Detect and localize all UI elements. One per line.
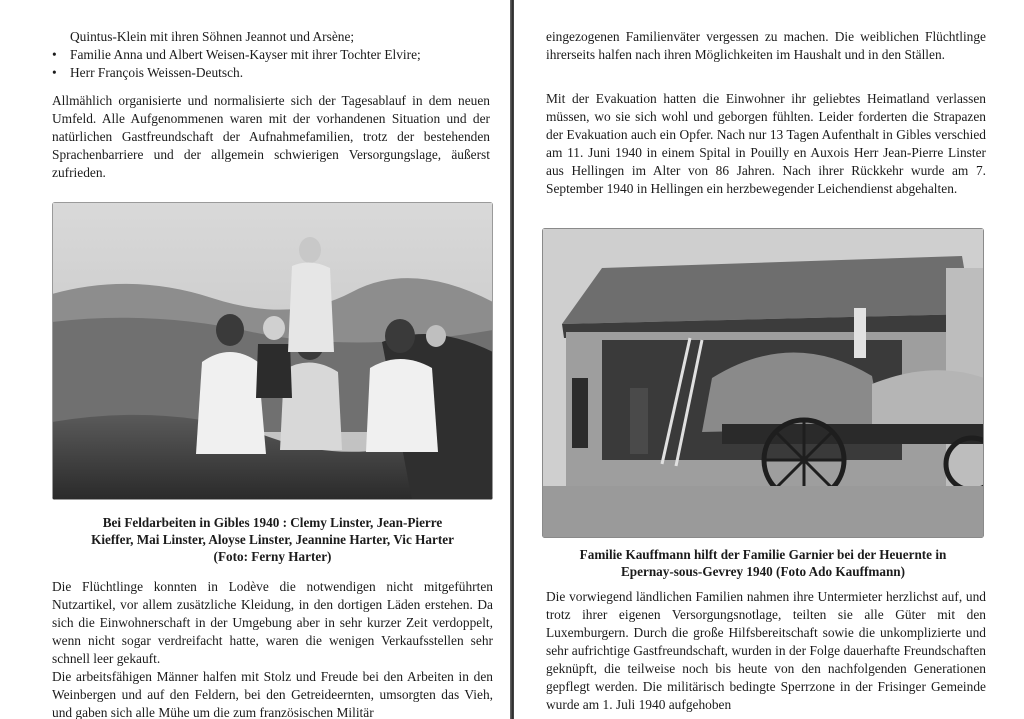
- field-work-photo-image: [52, 202, 493, 500]
- bullet-icon: •: [52, 65, 57, 80]
- paragraph-men-work: Die arbeitsfähigen Männer halfen mit Stolz und Freude bei den Arbeiten in den Weinbergen und auf den Feldern, bei den Getreideernten, umsorgten das Vieh, und gaben sich alle Mühe um die zum französischen Militär: [52, 669, 493, 719]
- bullet-icon: •: [52, 47, 57, 62]
- hay-harvest-photo: [542, 228, 984, 538]
- hay-harvest-photo-image: [542, 228, 984, 538]
- field-work-photo: [52, 202, 493, 500]
- family-list: [52, 28, 490, 82]
- left-page: [0, 0, 510, 719]
- paragraph-hospitality: Die vorwiegend ländlichen Familien nahmen ihre Untermieter herzlichst auf, und trotz ihrer eigenen Versorgungsnotlage, teilten sie alle Güter mit den Luxemburgern. Durch die große Hilfsbereitschaft sowie die unkomplizierte und sehr aufrichtige Gastfreundschaft, wurden in der Folge dauerhafte Freundschaften geknüpft, die teilweise noch bis heute von den nachfolgenden Generationen gepflegt werden. Die militärisch bedingte Sperrzone in der Frisinger Gemeinde wurde am 1. Juli 1940 aufgehoben: [546, 589, 986, 712]
- list-item: • Herr François Weissen-Deutsch.: [52, 65, 244, 80]
- right-page: [514, 0, 1024, 719]
- paragraph-families: eingezogenen Familienväter vergessen zu machen. Die weiblichen Flüchtlinge ihrerseits halfen nach ihren Möglichkeiten im Haushalt und in den Ställen.: [546, 29, 986, 62]
- list-item: • Familie Anna und Albert Weisen-Kayser mit ihrer Tochter Elvire;: [52, 47, 421, 62]
- list-continuation: Quintus-Klein mit ihren Söhnen Jeannot und Arsène;: [70, 29, 355, 44]
- paragraph-shopping: Die Flüchtlinge konnten in Lodève die notwendigen nicht mitgeführten Nutzartikel, vor allem zusätzliche Kleidung, in den dortigen Läden erstehen. Da sich die Einwohnerschaft in der Umgebung aber in sehr kurzer Zeit verdoppelt, wenn nicht sogar verdreifacht hatte, waren die wenigen Verkaufsstellen sehr schnell leer gekauft.: [52, 579, 493, 666]
- field-work-caption: Bei Feldarbeiten in Gibles 1940 : Clemy Linster, Jean-Pierre Kieffer, Mai Linster, Aloyse Linster, Jeannine Harter, Vic Harter (Foto: Ferny Harter): [91, 515, 454, 564]
- paragraph-evacuation: Mit der Evakuation hatten die Einwohner ihr geliebtes Heimatland verlassen müssen, wo sie sich wohl und geborgen fühlten. Leider forderten die Strapazen der Evakuation auch ein Opfer. Nach nur 13 Tagen Aufenthalt in Gibles verschied am 11. Juni 1940 in einem Spital in Pouilly en Auxois Herr Jean-Pierre Linster aus Hellingen im Alter von 86 Jahren. Nach ihrer Rückkehr wurde am 7. September 1940 in Hellingen ein herzbewegender Leichendienst abgehalten.: [546, 91, 986, 196]
- hay-harvest-caption: Familie Kauffmann hilft der Familie Garnier bei der Heuernte in Epernay-sous-Gevrey 1940 (Foto Ado Kauffmann): [579, 547, 947, 579]
- paragraph-daily-routine: Allmählich organisierte und normalisierte sich der Tagesablauf in dem neuen Umfeld. Alle Aufgenommenen waren mit der vorhandenen Situation und der natürlichen Gastfreundschaft der Aufnahmefamilien, trotz der bestehenden Sprachenbarriere und der allgemein schwierigen Versorgungslage, äußerst zufrieden.: [52, 93, 490, 180]
- family-bullet-list: [52, 46, 490, 82]
